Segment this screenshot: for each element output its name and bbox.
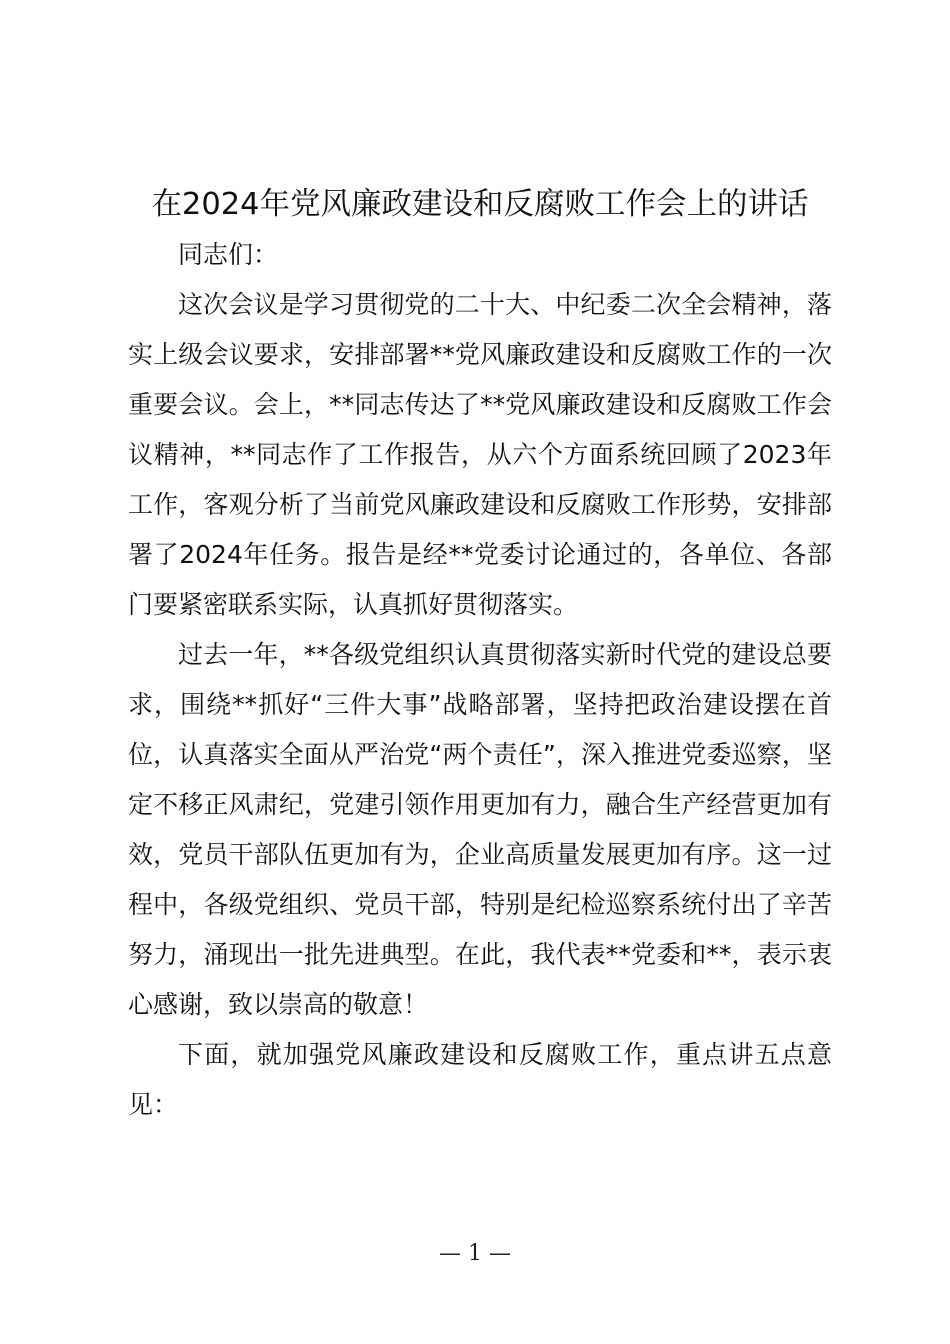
meeting-intro-paragraph: 这次会议是学习贯彻党的二十大、中纪委二次全会精神，落实上级会议要求，安排部署**党风廉政建设和反腐败工作的一次重要会议。会上，**同志传达了**党风廉政建设和反腐败工作会议精神，**同志作了工作报告，从六个方面系统回顾了2023年工作，客观分析了当前党风廉政建设和反腐败工作形势，安排部署了2024年任务。报告是经**党委讨论通过的，各单位、各部门要紧密联系实际，认真抓好贯彻落实。 <box>128 290 832 619</box>
document-body <box>128 230 832 1130</box>
outline-paragraph: 下面，就加强党风廉政建设和反腐败工作，重点讲五点意见： <box>128 1040 832 1119</box>
page-number: — 1 — <box>439 1241 511 1266</box>
document-title: 在2024年党风廉政建设和反腐败工作会上的讲话 <box>151 187 809 222</box>
past-year-review-paragraph: 过去一年，**各级党组织认真贯彻落实新时代党的建设总要求，围绕**抓好“三件大事”战略部署，坚持把政治建设摆在首位，认真落实全面从严治党“两个责任”，深入推进党委巡察，坚定不移正风肃纪，党建引领作用更加有力，融合生产经营更加有效，党员干部队伍更加有为，企业高质量发展更加有序。这一过程中，各级党组织、党员干部，特别是纪检巡察系统付出了辛苦努力，涌现出一批先进典型。在此，我代表**党委和**，表示衷心感谢，致以崇高的敬意！ <box>128 640 832 1019</box>
salutation-paragraph: 同志们： <box>178 240 279 269</box>
